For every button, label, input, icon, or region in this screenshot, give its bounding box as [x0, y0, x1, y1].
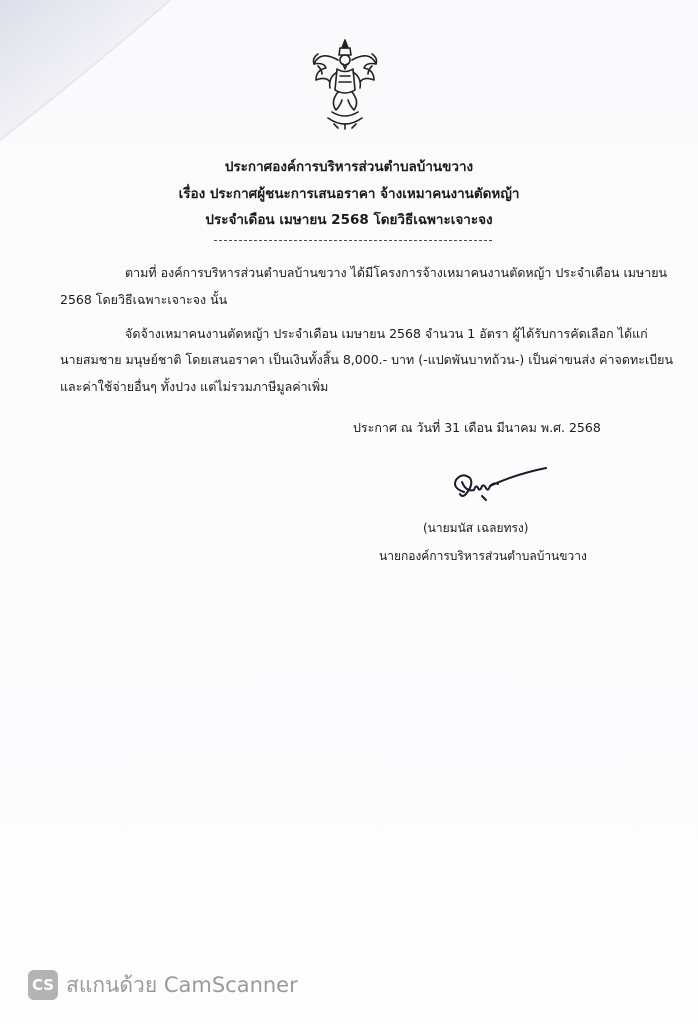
paragraph-2-line-3: และค่าใช้จ่ายอื่นๆ ทั้งปวง แต่ไม่รวมภาษีมูลค่าเพิ่ม — [60, 379, 329, 394]
document-period: ประจำเดือน เมษายน 2568 โดยวิธีเฉพาะเจาะจง — [205, 212, 493, 228]
signer-title: นายกองค์การบริหารส่วนตำบลบ้านขวาง — [379, 549, 587, 563]
document-heading: ประกาศองค์การบริหารส่วนตำบลบ้านขวาง — [224, 159, 474, 175]
heading-divider — [214, 240, 492, 241]
paragraph-2-line-1: จัดจ้างเหมาคนงานตัดหญ้า ประจำเดือน เมษายน 2568 จำนวน 1 อัตรา ผู้ได้รับการคัดเลือก ได้แก่ — [125, 326, 648, 341]
signer-name: (นายมนัส เฉลยทรง) — [423, 521, 529, 535]
camscanner-logo-icon: CS — [28, 970, 58, 1000]
watermark-text: สแกนด้วย CamScanner — [66, 972, 298, 997]
announcement-date: ประกาศ ณ วันที่ 31 เดือน มีนาคม พ.ศ. 2568 — [353, 420, 601, 435]
signature-icon — [446, 466, 550, 508]
garuda-emblem-icon — [310, 38, 380, 130]
document-subject: เรื่อง ประกาศผู้ชนะการเสนอราคา จ้างเหมาคนงานตัดหญ้า — [178, 186, 520, 202]
paragraph-2-line-2: นายสมชาย มนุษย์ชาติ โดยเสนอราคา เป็นเงินทั้งสิ้น 8,000.- บาท (-แปดพันบาทถ้วน-) เป็นค่าขนส่ง ค่าจดทะเบียน — [60, 352, 674, 367]
paragraph-1-line-2: 2568 โดยวิธีเฉพาะเจาะจง นั้น — [60, 292, 228, 307]
paragraph-1-line-1: ตามที่ องค์การบริหารส่วนตำบลบ้านขวาง ได้มีโครงการจ้างเหมาคนงานตัดหญ้า ประจำเดือน เมษายน — [125, 265, 668, 280]
camscanner-watermark — [28, 970, 298, 1000]
